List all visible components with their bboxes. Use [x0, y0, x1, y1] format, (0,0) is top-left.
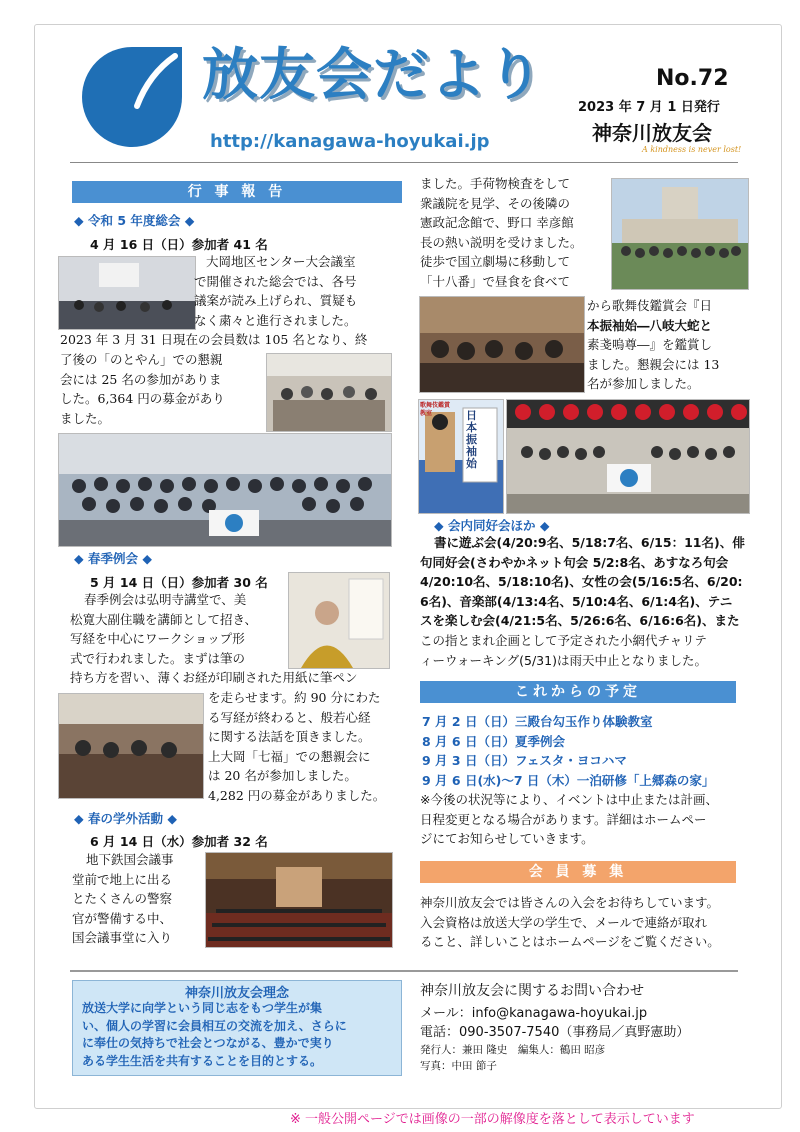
event-report-bar: 行 事 報 告 — [72, 181, 402, 203]
text-line: スを楽しむ会(4/21:5名、5/26:6名、6/16:6名)、また — [420, 613, 740, 629]
text-line: 4/20:10名、5/18:10名)、女性の会(5/16:5名、6/20: — [420, 574, 743, 590]
text-line: 書に遊ぶ会(4/20:9名、5/18:7名、6/15：11名)、俳 — [434, 535, 745, 550]
newsletter-title: 放友会だより — [202, 43, 544, 108]
field-trip-continued — [420, 174, 610, 292]
text-line: した。6,364 円の募金があり — [60, 391, 225, 407]
text-line: 衆議院を見学、その後隣の — [420, 195, 571, 211]
field-trip-text-wrap — [72, 850, 202, 948]
text-line: 日程変更となる場合があります。詳細はホームペー — [420, 811, 707, 827]
theater-group-photo — [506, 399, 750, 514]
text-line: 神奈川放友会では皆さんの入会をお待ちしています。 — [420, 895, 720, 910]
text-line: ある学生生活を共有することを目的とする。 — [82, 1053, 323, 1068]
recruit-bar: 会 員 募 集 — [420, 861, 736, 883]
text-line: 名が参加しました。 — [587, 376, 700, 392]
schedule-list — [422, 712, 714, 790]
text-line: 写経を中心にワークショップ形 — [70, 631, 245, 647]
text-line: に関する法話を頂きました。 — [208, 729, 371, 745]
contact-title: 神奈川放友会に関するお問い合わせ — [420, 983, 644, 999]
schedule-bar: これからの予定 — [420, 681, 736, 703]
photo-credit: 写真：中田 節子 — [420, 1060, 497, 1072]
text-line: ること、詳しいことはホームページをご覧ください。 — [420, 934, 720, 950]
schedule-item: 9 月 6 日(水)～7 日（木）一泊研修「上郷森の家」 — [422, 772, 715, 788]
text-line: 憲政記念館で、野口 幸彦館 — [420, 215, 574, 231]
text-line: 松寛大副住職を講師として招き、 — [70, 611, 258, 627]
text-line: ました。手荷物検査をして — [420, 176, 571, 191]
schedule-item: 7 月 2 日（日）三殿台勾玉作り体験教室 — [422, 714, 653, 729]
general-meeting-heading: ◆ 令和 5 年度総会 ◆ — [74, 213, 195, 228]
general-meeting-detail: 4 月 16 日（日）参加者 41 名 — [90, 237, 268, 252]
text-line: 素戔嗚尊―』を鑑賞し — [587, 337, 713, 353]
text-line: 上大岡「七福」での懇親会に — [208, 748, 371, 764]
text-line: ました。懇親会には 13 — [587, 356, 720, 372]
motto: A kindness is never lost! — [642, 145, 742, 154]
text-line: この指とまれ企画として予定された小網代チャリテ — [420, 632, 707, 648]
text-line: から歌舞伎鑑賞会『日 — [587, 298, 713, 313]
philosophy-title: 神奈川放友会理念 — [184, 986, 289, 1001]
text-line: 本振袖始―八岐大蛇と — [587, 317, 713, 333]
text-line: 式で行われました。まずは筆の — [70, 650, 246, 666]
text-line: を走らせます。約 90 分にわた — [208, 690, 381, 705]
text-line: 了後の「のとやん」での懇親 — [60, 352, 223, 367]
publisher-credit: 発行人：兼田 隆史 編集人：鶴田 昭彦 — [420, 1044, 606, 1056]
spring-meeting-text-wrap — [70, 590, 288, 668]
text-line: ジにてお知らせしていきます。 — [420, 831, 594, 847]
museum-lecture-photo — [419, 296, 585, 393]
text-line: ました。 — [60, 410, 111, 426]
text-line: 持ち方を習い、薄くお経が印刷された用紙に筆ペン — [70, 670, 358, 685]
field-trip-detail: 6 月 14 日（水）参加者 32 名 — [90, 834, 268, 849]
text-line: 長の熱い説明を受けました。 — [420, 234, 583, 250]
calligraphy-workshop-photo — [58, 693, 204, 799]
text-line: ィーウォーキング(5/31)は雨天中止となりました。 — [420, 652, 707, 668]
text-line: ※今後の状況等により、イベントは中止または計画、 — [420, 792, 718, 807]
party-photo — [266, 353, 392, 432]
issue-number: No.72 — [656, 66, 729, 91]
text-line: 句同好会(さわやかネット句会 5/2:8名、あすなろ句会 — [420, 554, 729, 570]
text-line: 春季例会は弘明寺講堂で、美 — [84, 592, 247, 607]
footer-divider — [70, 970, 738, 972]
schedule-item: 9 月 3 日（日）フェスタ・ヨコハマ — [422, 753, 627, 768]
spring-meeting-detail: 5 月 14 日（日）参加者 30 名 — [90, 575, 268, 590]
text-line: 徒歩で国立劇場に移動して — [420, 254, 571, 270]
clubs-heading: ◆ 会内同好会ほか ◆ — [434, 518, 550, 533]
field-trip-heading: ◆ 春の学外活動 ◆ — [74, 811, 177, 826]
text-line: 会には 25 名の参加がありま — [60, 371, 222, 387]
text-line: る写経が終わると、般若心経 — [208, 709, 371, 725]
general-meeting-group-photo — [58, 433, 392, 547]
clubs-text-wrap — [420, 533, 750, 670]
text-line: 2023 年 3 月 31 日現在の会員数は 105 名となり、終 — [60, 332, 368, 347]
text-line: とたくさんの警察 — [72, 891, 173, 907]
diet-chamber-photo — [205, 852, 393, 948]
text-line: に奉仕の気持ちで社会とつながる、豊かで実り — [82, 1036, 334, 1050]
text-line: なく粛々と進行されました。 — [194, 312, 357, 328]
text-line: 議案が読み上げられ、質疑も — [194, 293, 358, 309]
general-meeting-text-wrap-2 — [60, 350, 260, 428]
diet-building-group-photo — [611, 178, 749, 290]
recruit-text — [420, 893, 720, 952]
organization-name: 神奈川放友会 — [592, 121, 712, 145]
kabuki-text-wrap — [587, 296, 747, 394]
contact-email[interactable]: メール：info@kanagawa-hoyukai.jp — [420, 1006, 648, 1021]
issue-date: 2023 年 7 月 1 日発行 — [578, 100, 720, 115]
logo-icon — [79, 44, 185, 150]
philosophy-text — [82, 1000, 394, 1070]
text-line: で開催された総会では、各号 — [194, 273, 357, 289]
general-meeting-photo — [58, 256, 196, 330]
text-line: 放送大学に向学という同じ志をもつ学生が集 — [82, 1001, 323, 1015]
header-divider — [70, 162, 738, 163]
text-line: 4,282 円の募金がありました。 — [208, 787, 386, 803]
monk-lecture-photo — [288, 572, 390, 669]
contact-phone: 電話：090-3507-7540（事務局／真野憲助） — [420, 1025, 690, 1040]
text-line: 地下鉄国会議事 — [86, 852, 174, 867]
schedule-notes — [420, 790, 718, 849]
text-line: い、個人の学習に会員相互の交流を加え、さらに — [82, 1018, 347, 1033]
text-line: 官が警備する中、 — [72, 910, 173, 926]
text-line: は 20 名が参加しました。 — [208, 768, 357, 784]
website-url[interactable]: http://kanagawa-hoyukai.jp — [210, 131, 490, 152]
text-line: 堂前で地上に出る — [72, 871, 173, 887]
spring-meeting-heading: ◆ 春季例会 ◆ — [74, 551, 152, 566]
general-meeting-text-wrap — [194, 252, 406, 330]
text-line: 大岡地区センター大会議室 — [206, 254, 356, 269]
text-line: 国会議事堂に入り — [72, 930, 173, 946]
kabuki-poster-title: 日本振袖始 — [466, 409, 477, 470]
text-line: 「十八番」で昼食を食べて — [420, 273, 571, 289]
text-line: 入会資格は放送大学の学生で、メールで連絡が取れ — [420, 914, 708, 930]
resolution-notice: ※ 一般公開ページでは画像の一部の解像度を落として表示しています — [290, 1112, 695, 1127]
spring-meeting-text-wrap-2 — [208, 688, 404, 806]
schedule-item: 8 月 6 日（日）夏季例会 — [422, 733, 565, 749]
text-line: 6名)、音楽部(4/13:4名、5/10:4名、6/1:4名)、テニ — [420, 593, 733, 609]
kabuki-poster-caption: 歌舞伎鑑賞教室 — [420, 402, 451, 417]
